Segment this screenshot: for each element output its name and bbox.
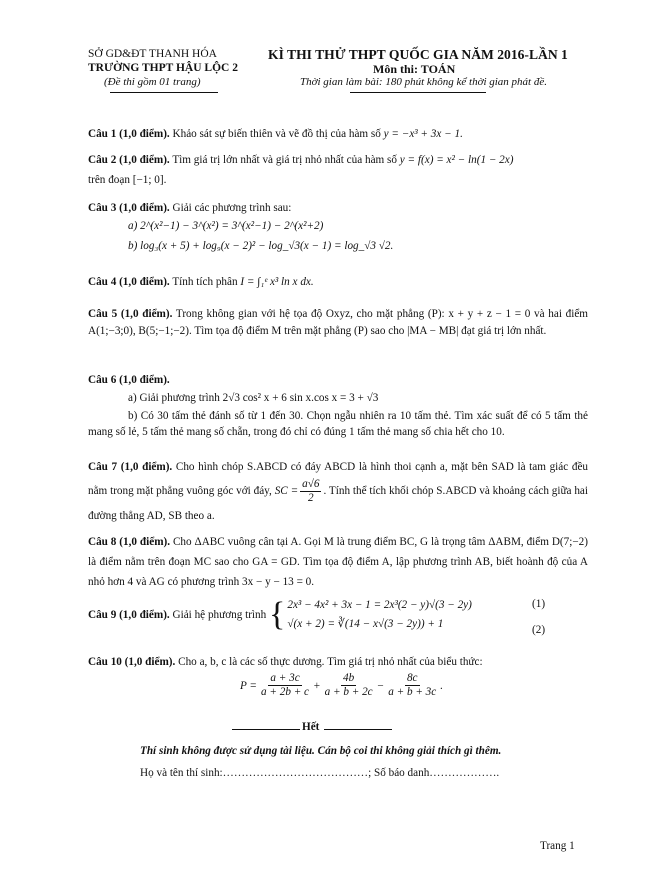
question-9: Câu 9 (1,0 điểm). Giải hệ phương trình { 2x³ − 4x² + 3x − 1 = 2x³(2 − y)√(3 − 2y) √(x + 2) = ∛(14 − x√(3 − 2y)) + 1	[88, 596, 472, 633]
question-1: Câu 1 (1,0 điểm). Khảo sát sự biến thiên và vẽ đồ thị của hàm số y = −x³ + 3x − 1.	[88, 128, 463, 140]
equation-2-number: (2)	[532, 624, 546, 636]
question-8: Câu 8 (1,0 điểm). Cho ΔABC vuông cân tại A. Gọi M là trung điểm BC, G là trọng tâm ΔABM, điểm D(7;−2) là điểm nằm trên đoạn MC sao cho GA = GD. Tìm tọa độ điểm A, lập phương trình AB, biết hoành độ của A nhỏ hơn 4 và AG có phương trình 3x − y − 13 = 0.	[88, 536, 588, 588]
question-3b: b) log₃(x + 5) + log₉(x − 2)² − log_√3(x − 1) = log_√3 √2.	[128, 240, 394, 252]
time-note: Thời gian làm bài: 180 phút không kể thời gian phát đề.	[300, 76, 548, 88]
question-4: Câu 4 (1,0 điểm). Tính tích phân I = ∫₁ᵉ x³ ln x dx.	[88, 276, 314, 288]
question-3a: a) 2^(x²−1) − 3^(x²) = 3^(x²−1) − 2^(x²+2)	[128, 220, 324, 232]
subject: Môn thi: TOÁN	[373, 62, 456, 76]
question-10: Câu 10 (1,0 điểm). Cho a, b, c là các số thực dương. Tìm giá trị nhỏ nhất của biểu thức:	[88, 656, 483, 668]
pages-note: (Đề thi gồm 01 trang)	[104, 76, 201, 88]
question-5: Câu 5 (1,0 điểm). Trong không gian với hệ tọa độ Oxyz, cho mặt phẳng (P): x + y + z − 1 = 0 và hai điểm A(1;−3;0), B(5;−1;−2). Tìm tọa độ điểm M trên mặt phẳng (P) sao cho |MA − MB| đạt giá trị lớn nhất.	[88, 308, 588, 337]
question-6b: b) Có 30 tấm thẻ đánh số từ 1 đến 30. Chọn ngẫu nhiên ra 10 tấm thẻ. Tìm xác suất để có 5 tấm thẻ mang số lẻ, 5 tấm thẻ mang số chẵn, trong đó chỉ có đúng 1 tấm thẻ mang số chia hết cho 10.	[88, 410, 588, 438]
end-marker: Hết	[302, 721, 320, 733]
page-number: Trang 1	[540, 840, 575, 852]
footer-note: Thí sinh không được sử dụng tài liệu. Cán bộ coi thi không giải thích gì thêm.	[140, 745, 502, 757]
department-name: SỞ GD&ĐT THANH HÓA	[88, 48, 217, 60]
school-name: TRƯỜNG THPT HẬU LỘC 2	[88, 62, 238, 74]
equation-2: √(x + 2) = ∛(14 − x√(3 − 2y)) + 1	[287, 618, 444, 630]
end-rule-left	[232, 729, 300, 730]
end-rule-right	[324, 729, 392, 730]
exam-title: KÌ THI THỬ THPT QUỐC GIA NĂM 2016-LẦN 1	[268, 47, 568, 62]
equation-1-number: (1)	[532, 598, 546, 610]
header-rule-left	[110, 92, 218, 93]
equation-1: 2x³ − 4x² + 3x − 1 = 2x³(2 − y)√(3 − 2y)	[287, 599, 472, 611]
question-6: Câu 6 (1,0 điểm). a) Giải phương trình 2√3 cos² x + 6 sin x.cos x = 3 + √3 b) Có 30 tấm thẻ đánh số từ 1 đến 30. Chọn ngẫu nhiên ra 10 tấm thẻ. Tìm xác suất để có 5 tấm thẻ mang số lẻ, 5 tấm thẻ mang số chẵn, trong đó chỉ có đúng 1 tấm thẻ mang số chia hết cho 10.	[88, 374, 588, 438]
header-rule-right	[350, 92, 486, 93]
question-3: Câu 3 (1,0 điểm). Giải các phương trình sau: a) 2^(x²−1) − 3^(x²) = 3^(x²−1) − 2^(x²+2) b) log₃(x + 5) + log₉(x − 2)² − log_√3(x − 1) = log_√3 √2.	[88, 200, 588, 254]
candidate-info: Họ và tên thí sinh:…………………………………; Số báo danh……………….	[140, 767, 500, 779]
question-7: Câu 7 (1,0 điểm). Cho hình chóp S.ABCD có đáy ABCD là hình thoi cạnh a, mặt bên SAD là tam giác đều nằm trong mặt phẳng vuông góc với đáy, SC = $\frac{a√6}{2}$ . Tính thể tích khối chóp S.ABCD và khoảng cách giữa hai đường thẳng AD, SB theo a.	[88, 461, 588, 522]
question-6a: a) Giải phương trình 2√3 cos² x + 6 sin x.cos x = 3 + √3	[128, 392, 379, 404]
expression-p: P = $\frac{a + 3c}{a + 2b + c}$ + $\frac{4b}{a + b + 2c}$ − $\frac{8c}{a + b + 3c}$ .	[240, 672, 444, 698]
question-2: Câu 2 (1,0 điểm). Tìm giá trị lớn nhất và giá trị nhỏ nhất của hàm số y = f(x) = x² − ln(1 − 2x) trên đoạn [−1; 0].	[88, 154, 514, 186]
